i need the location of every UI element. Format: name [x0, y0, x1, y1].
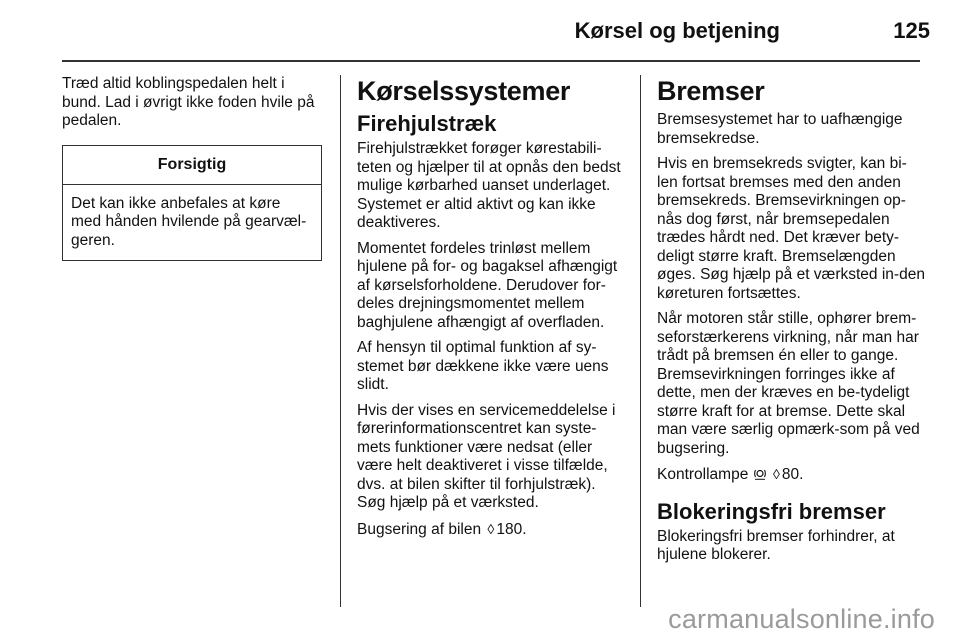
towing-reference: [357, 520, 625, 540]
column-divider-2: [640, 75, 641, 607]
paragraph: Hvis der vises en servicemeddelelse i førerinformationscentret kan syste-mets funktioner være nedsat (eller være helt deaktiveret i visse tilfælde, dvs. at bilen skifter til forhjulstræk). Søg hjælp på et værksted.: [357, 401, 616, 511]
page-number: 125: [893, 18, 930, 43]
watermark: carmanualsonline.info: [668, 604, 935, 634]
column-3: [657, 75, 927, 572]
paragraph: Blokeringsfri bremser forhindrer, at hjulene blokerer.: [657, 527, 895, 563]
paragraph: Hvis en bremsekreds svigter, kan bi-len fortsat bremses med den anden bremsekreds. Bremsevirkningen op-nås dog først, når bremsepedalen trædes hårdt ned. Det kræver bety-deligt større kraft. Bremselængden øges. Søg hjælp på et værksted in-den køreturen fortsættes.: [657, 155, 925, 302]
towing-reference-page[interactable]: 180.: [496, 520, 527, 538]
column-1: [62, 75, 324, 261]
caution-title: Forsigtig: [63, 146, 321, 185]
towing-reference-text: Bugsering af bilen: [357, 520, 482, 538]
caution-text: Det kan ikke anbefales at køre med hånden hvilende på gearvæl-geren.: [71, 194, 307, 249]
section-heading-driving-systems: Kørselssystemer: [357, 76, 571, 106]
section-heading-brakes: Bremser: [657, 76, 765, 106]
subheading-anti-lock-brakes: Blokeringsfri bremser: [657, 498, 886, 524]
header-title: Kørsel og betjening: [574, 18, 780, 43]
brake-warning-lamp-icon: [753, 468, 767, 480]
caution-body: [63, 185, 321, 261]
column-divider-1: [340, 75, 341, 607]
warning-lamp-reference-page[interactable]: 80.: [781, 466, 804, 483]
paragraph: Når motoren står stille, ophører brem-seforstærkerens virkning, når man har trådt på bremsen én eller to gange. Bremsevirkningen forringes ikke af dette, men der kræves en be-tydeligt større kraft for at bremse. Dette skal man være særlig opmærk-som på ved bugsering.: [657, 310, 920, 457]
header-divider: [62, 60, 920, 62]
intro-paragraph: Træd altid koblingspedalen helt i bund. Lad i øvrigt ikke foden hvile på pedalen.: [62, 75, 315, 129]
paragraph: Bremsesystemet har to uafhængige bremsekredse.: [657, 111, 903, 147]
reference-icon: ◊: [487, 520, 495, 537]
subheading-four-wheel-drive: Firehjulstræk: [357, 111, 497, 136]
column-2: [357, 75, 625, 546]
paragraph: Firehjulstrækket forøger kørestabili-teten og hjælper til at opnås den bedst mulige kørbarhed uanset underlaget. Systemet er altid aktivt og kan ikke deaktiveres.: [357, 140, 621, 231]
caution-box: [62, 145, 322, 262]
paragraph: Momentet fordeles trinløst mellem hjulene på for- og bagaksel afhængigt af kørselsforholdene. Derudover for-deles drejningsmomentet mellem baghjulene afhængigt af overfladen.: [357, 239, 618, 331]
warning-lamp-text: Kontrollampe: [657, 466, 749, 483]
warning-lamp-reference: [657, 465, 927, 485]
paragraph: Af hensyn til optimal funktion af sy-stemet bør dækkene ikke være uens slidt.: [357, 339, 609, 393]
reference-icon: ◊: [772, 466, 780, 482]
